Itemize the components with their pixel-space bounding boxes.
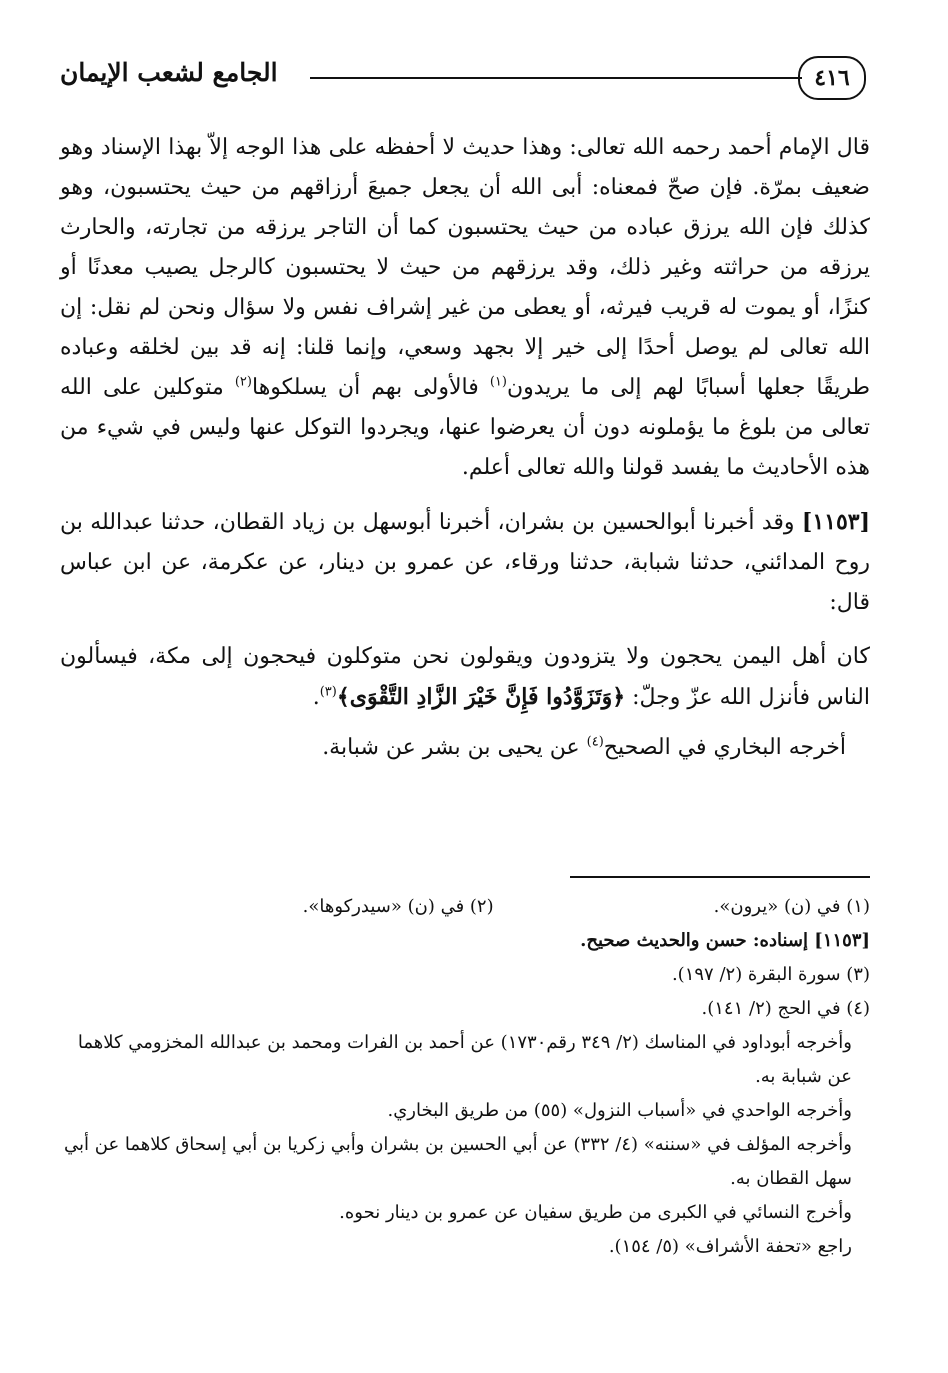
footnote-1: (١) في (ن) «يرون».	[713, 896, 870, 917]
footnote-2: (٢) في (ن) «سيدركوها».	[302, 896, 494, 917]
footnote-4-author: وأخرجه المؤلف في «سننه» (٤/ ٣٣٢) عن أبي الحسين بن بشران وأبي زكريا بن أبي إسحاق كلاهما عن أبي سهل القطان به.	[64, 1134, 852, 1189]
hadith-number: [١١٥٣]	[801, 509, 870, 535]
opening-text-3: متوكلين على الله تعالى من بلوغ ما يؤملونه دون أن يعرضوا عنها، ويجردوا التوكل عنها وليس في شيء من هذه الأحاديث ما يفسد قولنا والله تعالى أعلم.	[60, 375, 870, 480]
book-title: الجامع لشعب الإيمان	[60, 58, 278, 87]
page-number: ٤١٦	[798, 56, 866, 100]
footnote-marker-2: (٢)	[234, 374, 252, 390]
footnote-marker-4: (٤)	[586, 734, 604, 750]
footnote-4-abudawud: وأخرجه أبوداود في المناسك (٢/ ٣٤٩ رقم١٧٣٠) عن أحمد بن الفرات ومحمد بن عبدالله المخزومي كلاهما عن شبابة به.	[77, 1032, 852, 1087]
footnote-marker-3: (٣)	[319, 684, 337, 700]
isnad-text: وقد أخبرنا أبوالحسين بن بشران، أخبرنا أبوسهل بن زياد القطان، حدثنا عبدالله بن روح المدائني، حدثنا شبابة، حدثنا ورقاء، عن عمرو بن دينار، عن عكرمة، عن ابن عباس قال:	[60, 510, 870, 615]
takhrij-text: أخرجه البخاري في الصحيح	[603, 735, 846, 760]
takhrij-paragraph	[60, 728, 870, 768]
footnotes-section	[60, 890, 870, 1264]
hadith-grading-note: [١١٥٣] إسناده: حسن والحديث صحيح.	[580, 930, 870, 951]
main-text	[60, 128, 870, 768]
matn-paragraph	[60, 637, 870, 718]
footnote-4: (٤) في الحج (٢/ ١٤١).	[701, 998, 870, 1019]
opening-text-2: فالأولى بهم أن يسلكوها	[251, 375, 490, 400]
hadith-paragraph	[60, 502, 870, 623]
matn-text: كان أهل اليمن يحجون ولا يتزودون ويقولون نحن متوكلون فيحجون إلى مكة، فيسألون الناس فأنزل الله عزّ وجلّ:	[60, 644, 870, 710]
opening-paragraph	[60, 128, 870, 488]
book-page	[60, 40, 870, 1340]
page-header	[60, 52, 870, 106]
footnote-marker-1: (١)	[489, 374, 507, 390]
opening-text: قال الإمام أحمد رحمه الله تعالى: وهذا حديث لا أحفظه على هذا الوجه إلاّ بهذا الإسناد وهو ضعيف بمرّة. فإن صحّ فمعناه: أبى الله أن يجعل جميعَ أرزاقهم من حيث يحتسبون، وهو كذلك فإن الله يرزق عباده من حيث يحتسبون كما أن التاجر يرزقه من تجارته، والحارث يرزقه من حراثته وغير ذلك، وقد يرزقهم من حيث لا يحتسبون كالرجل يصيب معدنًا أو كنزًا، أو يموت له قريب فيرثه، أو يعطى من غير إشراف نفس ولا سؤال ونحن لم نقل: إن الله تعالى لم يوصل أحدًا إلى خير إلا بجهد وسعي، وإنما قلنا: إنه قد بين لخلقه وعباده طريقًا جعلها أسبابًا لهم إلى ما يريدون	[60, 135, 870, 400]
matn-end: .	[312, 685, 320, 710]
footnote-4-tuhfa: راجع «تحفة الأشراف» (٥/ ١٥٤).	[608, 1236, 852, 1257]
takhrij-end: عن يحيى بن بشر عن شبابة.	[322, 735, 587, 760]
header-rule	[310, 77, 802, 79]
quran-verse: ﴿وَتَزَوَّدُوا فَإِنَّ خَيْرَ الزَّادِ التَّقْوَى﴾	[336, 684, 626, 710]
footnote-3: (٣) سورة البقرة (٢/ ١٩٧).	[671, 964, 870, 985]
footnote-row-1-2	[60, 890, 870, 924]
footnote-4-nasai: وأخرج النسائي في الكبرى من طريق سفيان عن عمرو بن دينار نحوه.	[339, 1202, 852, 1223]
footnote-4-wahidi: وأخرجه الواحدي في «أسباب النزول» (٥٥) من طريق البخاري.	[387, 1100, 852, 1121]
footnote-separator	[570, 876, 870, 878]
